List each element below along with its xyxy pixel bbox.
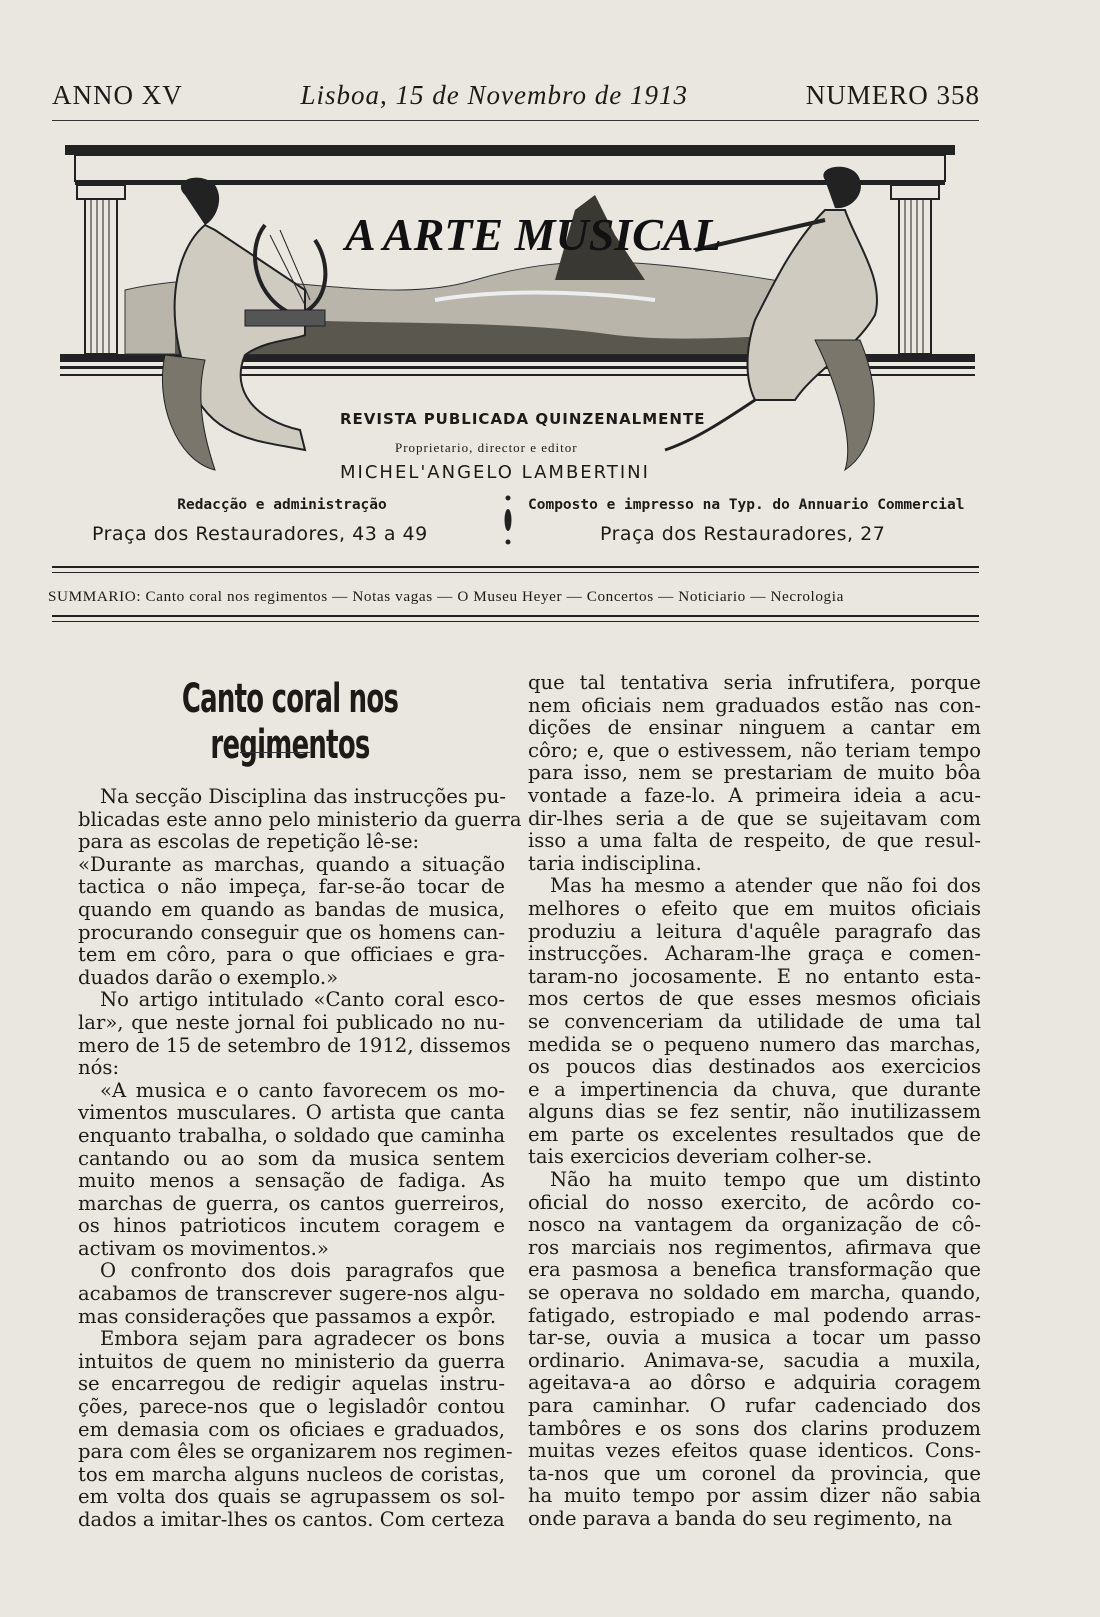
article-line: os poucos dias destinados aos exercicios — [528, 1055, 981, 1079]
article-line: tar-se, ouvia a musica a tocar um passo — [528, 1326, 981, 1350]
article-line: mero de 15 de setembro de 1912, dissemos — [78, 1033, 511, 1057]
article-line: Embora sejam para agradecer os bons — [100, 1327, 505, 1351]
article-line: muitas vezes efeitos quase identicos. Cons- — [528, 1439, 981, 1463]
article-line: taria indisciplina. — [528, 851, 702, 875]
article-line: era pasmosa a benefica transformação que — [528, 1258, 981, 1282]
article-line: em demasia com os oficiaes e graduados, — [78, 1417, 505, 1441]
article-line: quando em quando as bandas de musica, — [78, 897, 505, 921]
issue-anno: ANNO XV — [52, 80, 183, 110]
article-line: tais exercicios deveriam colher-se. — [528, 1145, 873, 1169]
article-title: Canto coral nos regimentos — [181, 676, 399, 768]
article-line: O confronto dos dois paragrafos que — [100, 1259, 505, 1283]
article-line: Mas ha mesmo a atender que não foi dos — [550, 874, 981, 898]
issue-header — [52, 80, 980, 111]
article-line: tos em marcha alguns nucleos de coristas, — [78, 1462, 505, 1486]
article-line: Na secção Disciplina das instrucções pu- — [100, 785, 506, 808]
article-line: se operava no soldado em marcha, quando, — [528, 1281, 981, 1305]
typ-block — [528, 497, 983, 545]
article-line: mas considerações que passamos a expôr. — [78, 1304, 497, 1328]
article-line: «Durante as marchas, quando a situação — [78, 852, 505, 876]
article-column-right — [528, 672, 981, 1531]
article-line: alguns dias se fez sentir, não inutilizassem — [528, 1100, 981, 1124]
article-line: tambôres e os sons dos clarins produzem — [528, 1416, 981, 1440]
article-line: intuitos de quem no ministerio da guerra — [78, 1349, 505, 1373]
issue-place-date: Lisboa, 15 de Novembro de 1913 — [300, 80, 688, 110]
article-line: oficial do nosso exercito, de acôrdo co- — [528, 1190, 981, 1214]
article-line: os hinos patrioticos incutem coragem e — [78, 1214, 505, 1238]
article-line: melhores o efeito que em muitos oficiais — [528, 896, 981, 920]
article-line: dir-lhes seria a de que se sujeitavam com — [528, 806, 981, 830]
masthead-illustration — [55, 140, 980, 490]
article-line: nem oficiais nem graduados estão nas con- — [528, 693, 981, 717]
article-line: em parte os excelentes resultados que de — [528, 1122, 981, 1146]
article-line: para caminhar. O rufar cadenciado dos — [528, 1394, 981, 1417]
masthead-subtitle: REVISTA PUBLICADA QUINZENALMENTE — [340, 410, 706, 428]
article-line: medida se o pequeno numero das marchas, — [528, 1032, 981, 1056]
summary-rule-bottom — [52, 615, 979, 622]
article-line: ções, parece-nos que o legisladôr contou — [78, 1395, 505, 1419]
typ-address: Praça dos Restauradores, 27 — [600, 523, 886, 545]
article-line: ordinario. Animava-se, sacudia a muxila, — [528, 1348, 981, 1372]
typ-label: Composto e impresso na Typ. do Annuario Commercial — [528, 497, 965, 513]
article-line: blicadas este anno pelo ministerio da guerra — [78, 807, 522, 831]
article-line: em volta dos quais se agrupassem os sol- — [78, 1485, 505, 1509]
article-line: duados darão o exemplo.» — [78, 965, 339, 989]
article-line: activam os movimentos.» — [78, 1236, 329, 1260]
redaccao-label: Redacção e administração — [177, 497, 387, 513]
article-line: nosco na vantagem da organização de cô- — [528, 1213, 981, 1237]
article-column-left — [78, 785, 522, 1532]
article-line: para isso, nem se prestariam de muito bôa — [528, 761, 981, 785]
masthead-proprietario: Proprietario, director e editor — [395, 440, 578, 455]
header-rule — [52, 120, 979, 121]
redaccao-block — [92, 497, 472, 545]
masthead-director: MICHEL'ANGELO LAMBERTINI — [340, 462, 650, 483]
article-line: nós: — [78, 1056, 120, 1080]
article-line: isso a uma falta de respeito, de que resul- — [528, 829, 981, 853]
article-line: e a impertinencia da chuva, que durante — [528, 1077, 981, 1101]
article-line: marchas de guerra, os cantos guerreiros, — [78, 1191, 505, 1215]
redaccao-address: Praça dos Restauradores, 43 a 49 — [92, 523, 428, 545]
article-line: enquanto trabalha, o soldado que caminha — [78, 1123, 505, 1147]
article-line: procurando conseguir que os homens can- — [78, 920, 505, 944]
article-line: muito menos a sensação de fadiga. As — [78, 1169, 505, 1193]
article-line: Não ha muito tempo que um distinto — [550, 1168, 981, 1192]
summary-line: SUMMARIO: Canto coral nos regimentos — Notas vagas — O Museu Heyer — Concertos — Noticiario — Necrologia — [48, 588, 844, 605]
ornament-divider — [500, 494, 516, 546]
article-line: onde parava a banda do seu regimento, na — [528, 1506, 953, 1530]
article-line: produziu a leitura d'aquêle paragrafo das — [528, 919, 981, 943]
article-line: tactica o não impeça, far-se-ão tocar de — [78, 875, 505, 899]
article-line: ta-nos que um coronel da provincia, que — [528, 1461, 981, 1485]
article-line: dados a imitar-lhes os cantos. Com certeza — [78, 1508, 505, 1531]
article-line: se convenceriam da utilidade de uma tal — [528, 1009, 981, 1033]
logo-title-a-arte: A ARTE MUSICAL — [345, 209, 722, 260]
article-line: acabamos de transcrever sugere-nos algu- — [78, 1282, 505, 1306]
article-line: lar», que neste jornal foi publicado no nu- — [78, 1010, 505, 1034]
title-rule — [240, 752, 310, 753]
article-line: ros marciais nos regimentos, afirmava que — [528, 1235, 981, 1259]
article-line: instrucções. Acharam-lhe graça e comen- — [528, 942, 981, 966]
article-line: taram-no jocosamente. E no entanto esta- — [528, 964, 981, 988]
article-line: que tal tentativa seria infrutifera, porque — [528, 671, 981, 694]
article-line: ha muito tempo por assim dizer não sabia — [528, 1484, 981, 1508]
article-line: vimentos musculares. O artista que canta — [78, 1101, 505, 1125]
article-line: se encarregou de redigir aquelas instru- — [78, 1372, 505, 1396]
article-line: para com êles se organizarem nos regimen- — [78, 1440, 513, 1464]
article-line: tem em côro, para o que officiaes e gra- — [78, 943, 505, 967]
article-line: «A musica e o canto favorecem os mo- — [100, 1078, 505, 1102]
article-line: para as escolas de repetição lê-se: — [78, 830, 420, 854]
article-line: No artigo intitulado «Canto coral esco- — [100, 988, 505, 1012]
article-line: vontade a faze-lo. A primeira ideia a acu- — [528, 783, 981, 807]
article-line: cantando ou ao som da musica sentem — [78, 1146, 505, 1170]
summary-rule-top — [52, 566, 979, 573]
issue-number: NUMERO 358 — [805, 80, 980, 110]
article-line: dições de ensinar ninguem a cantar em — [528, 716, 981, 740]
article-line: côro; e, que o estivessem, não teriam tempo — [528, 738, 981, 762]
article-line: mos certos de que esses mesmos oficiais — [528, 987, 981, 1011]
article-line: fatigado, estropiado e mal podendo arras- — [528, 1303, 981, 1327]
article-line: ageitava-a ao dôrso e adquiria coragem — [528, 1371, 981, 1395]
